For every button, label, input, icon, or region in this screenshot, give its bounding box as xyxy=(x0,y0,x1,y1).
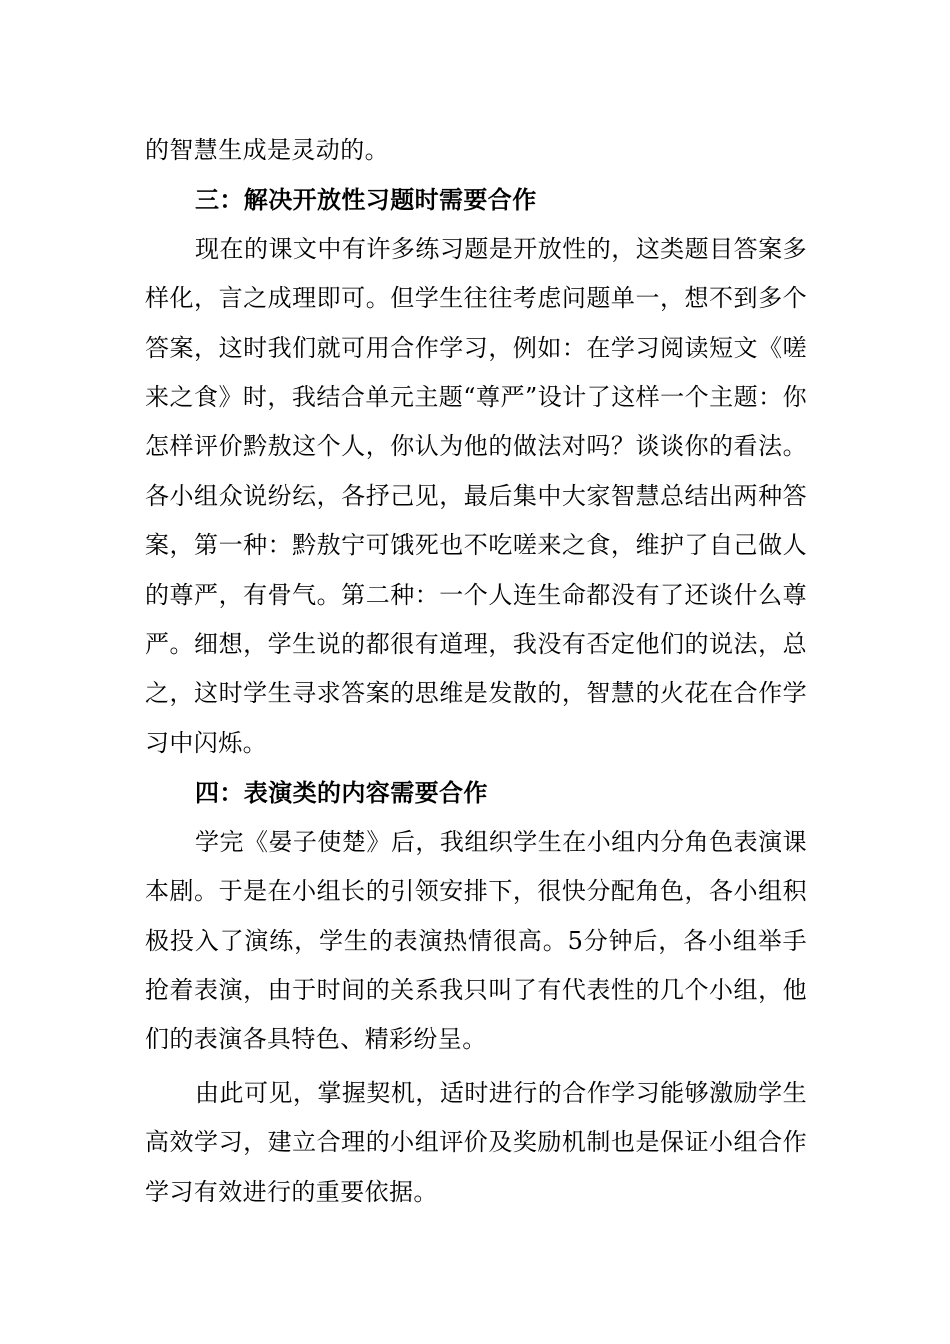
paragraph-continuation: 的智慧生成是灵动的。 xyxy=(145,136,389,164)
section-heading-four: 四：表演类的内容需要合作 xyxy=(195,778,488,808)
document-body xyxy=(145,126,807,1217)
paragraph-open-exercises: 现在的课文中有许多练习题是开放性的，这类题目答案多样化，言之成理即可。但学生往往考虑问题单一，想不到多个答案，这时我们就可用合作学习，例如：在学习阅读短文《嗟来之食》时，我结合单元主题“尊严”设计了这样一个主题：你怎样评价黔敖这个人，你认为他的做法对吗？谈谈你的看法。各小组众说纷纭，各抒己见，最后集中大家智慧总结出两种答案，第一种：黔敖宁可饿死也不吃嗟来之食，维护了自己做人的尊严，有骨气。第二种：一个人连生命都没有了还谈什么尊严。细想，学生说的都很有道理，我没有否定他们的说法，总之，这时学生寻求答案的思维是发散的，智慧的火花在合作学习中闪烁。 xyxy=(145,234,807,757)
section-heading-three: 三：解决开放性习题时需要合作 xyxy=(195,185,537,215)
paragraph-performance: 学完《晏子使楚》后，我组织学生在小组内分角色表演课本剧。于是在小组长的引领安排下，很快分配角色，各小组积极投入了演练，学生的表演热情很高。5分钟后，各小组举手抢着表演，由于时间的关系我只叫了有代表性的几个小组，他们的表演各具特色、精彩纷呈。 xyxy=(145,827,807,1054)
paragraph-conclusion: 由此可见，掌握契机，适时进行的合作学习能够激励学生高效学习，建立合理的小组评价及奖励机制也是保证小组合作学习有效进行的重要依据。 xyxy=(145,1078,807,1206)
